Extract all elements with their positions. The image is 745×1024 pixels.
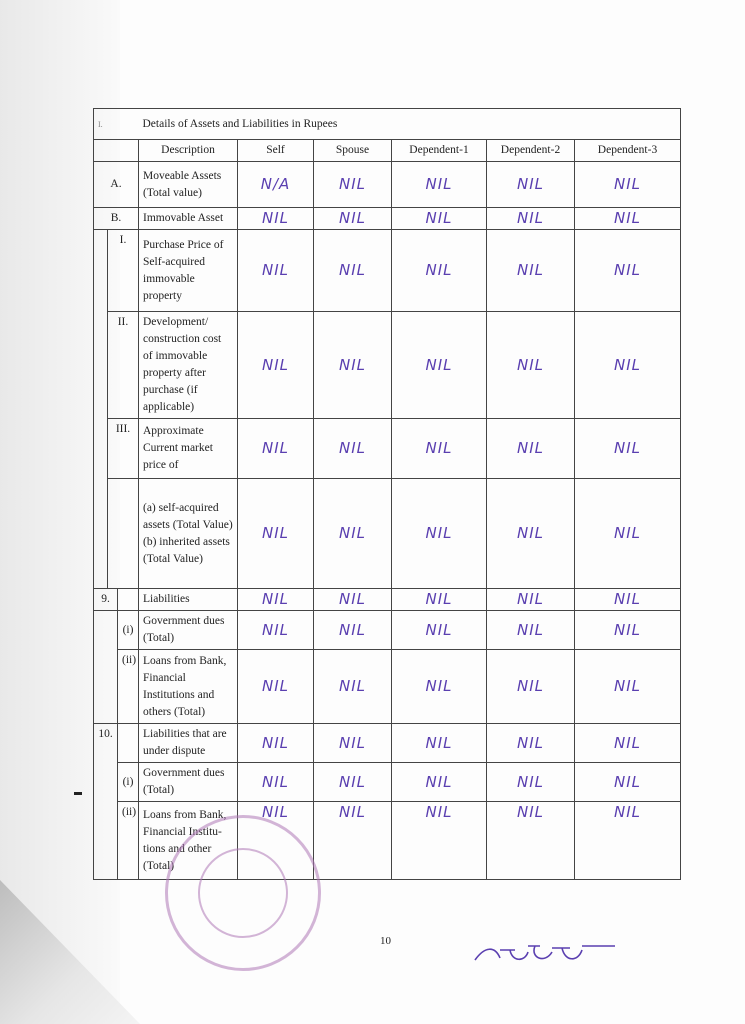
value-dependent-3: NIL	[575, 650, 681, 724]
row-label: Loans from Bank, Financial Institutions and others (Total)	[139, 650, 238, 724]
table-row	[94, 312, 681, 419]
value-dependent-1: NIL	[392, 802, 487, 880]
value-dependent-2: NIL	[487, 312, 575, 419]
table-row	[94, 650, 681, 724]
table-row	[94, 479, 681, 589]
value-dependent-1: NIL	[392, 230, 487, 312]
value-spouse: NIL	[314, 724, 392, 763]
col-dependent-2: Dependent-2	[487, 140, 575, 162]
signature-icon	[470, 938, 620, 968]
value-dependent-1: NIL	[392, 724, 487, 763]
value-dependent-2: NIL	[487, 230, 575, 312]
col-description: Description	[139, 140, 238, 162]
value-dependent-3: NIL	[575, 419, 681, 479]
value-self: N/A	[238, 162, 314, 208]
value-dependent-1: NIL	[392, 589, 487, 611]
value-dependent-2: NIL	[487, 802, 575, 880]
value-spouse: NIL	[314, 208, 392, 230]
value-dependent-2: NIL	[487, 419, 575, 479]
value-spouse: NIL	[314, 589, 392, 611]
col-spouse: Spouse	[314, 140, 392, 162]
value-spouse: NIL	[314, 162, 392, 208]
value-spouse: NIL	[314, 230, 392, 312]
value-dependent-1: NIL	[392, 763, 487, 802]
row-number: 10.	[94, 724, 118, 763]
section-number: I.	[94, 109, 139, 140]
value-spouse: NIL	[314, 312, 392, 419]
value-dependent-1: NIL	[392, 611, 487, 650]
value-self: NIL	[238, 589, 314, 611]
value-self: NIL	[238, 802, 314, 880]
value-self: NIL	[238, 230, 314, 312]
header-row	[94, 140, 681, 162]
row-number: (i)	[118, 611, 139, 650]
page-number: 10	[380, 935, 391, 947]
value-dependent-3: NIL	[575, 162, 681, 208]
value-dependent-2: NIL	[487, 611, 575, 650]
section-title: Details of Assets and Liabilities in Rupees	[139, 109, 681, 140]
value-dependent-2: NIL	[487, 479, 575, 589]
table-row	[94, 208, 681, 230]
row-label: Immovable Asset	[139, 208, 238, 230]
row-label: Government dues (Total)	[139, 763, 238, 802]
value-dependent-3: NIL	[575, 763, 681, 802]
stamp-inner-ring	[198, 848, 288, 938]
row-number: II.	[108, 312, 139, 419]
value-self: NIL	[238, 208, 314, 230]
row-label: Government dues (Total)	[139, 611, 238, 650]
row-label: Development/ construction cost of immovable property after purchase (if applicable)	[139, 312, 238, 419]
value-dependent-1: NIL	[392, 650, 487, 724]
value-spouse: NIL	[314, 479, 392, 589]
value-spouse: NIL	[314, 802, 392, 880]
value-self: NIL	[238, 312, 314, 419]
value-dependent-3: NIL	[575, 724, 681, 763]
table-row	[94, 763, 681, 802]
value-dependent-2: NIL	[487, 208, 575, 230]
row-number: A.	[94, 162, 139, 208]
table-row	[94, 611, 681, 650]
value-dependent-3: NIL	[575, 230, 681, 312]
value-spouse: NIL	[314, 650, 392, 724]
col-self: Self	[238, 140, 314, 162]
row-number: (ii)	[118, 650, 139, 724]
value-dependent-1: NIL	[392, 312, 487, 419]
row-label: Purchase Price of Self-acquired immovable property	[139, 230, 238, 312]
value-dependent-3: NIL	[575, 611, 681, 650]
value-dependent-2: NIL	[487, 724, 575, 763]
table-row	[94, 230, 681, 312]
row-number: III.	[108, 419, 139, 479]
table-row	[94, 162, 681, 208]
value-spouse: NIL	[314, 763, 392, 802]
row-label: Liabilities that are under dispute	[139, 724, 238, 763]
row-number: B.	[94, 208, 139, 230]
row-label: Loans from Bank, Financial Institu- tions and other (Total)	[139, 802, 238, 880]
table-row	[94, 589, 681, 611]
value-dependent-3: NIL	[575, 802, 681, 880]
value-dependent-3: NIL	[575, 208, 681, 230]
row-label: Approximate Current market price of	[139, 419, 238, 479]
value-self: NIL	[238, 611, 314, 650]
table-row	[94, 724, 681, 763]
table-title-row	[94, 109, 681, 140]
value-dependent-3: NIL	[575, 589, 681, 611]
value-self: NIL	[238, 650, 314, 724]
value-dependent-3: NIL	[575, 312, 681, 419]
value-dependent-2: NIL	[487, 763, 575, 802]
value-spouse: NIL	[314, 419, 392, 479]
value-dependent-3: NIL	[575, 479, 681, 589]
notary-stamp	[165, 815, 321, 971]
table-row	[94, 419, 681, 479]
value-dependent-2: NIL	[487, 589, 575, 611]
value-dependent-2: NIL	[487, 162, 575, 208]
value-self: NIL	[238, 724, 314, 763]
row-number: (i)	[118, 763, 139, 802]
value-dependent-1: NIL	[392, 208, 487, 230]
ink-mark	[74, 792, 82, 795]
row-number: (ii)	[118, 802, 139, 880]
row-label: (a) self-acquired assets (Total Value) (b) inherited assets (Total Value)	[139, 479, 238, 589]
col-dependent-3: Dependent-3	[575, 140, 681, 162]
value-dependent-1: NIL	[392, 162, 487, 208]
value-dependent-1: NIL	[392, 419, 487, 479]
assets-liabilities-table	[93, 108, 681, 880]
row-label: Moveable Assets (Total value)	[139, 162, 238, 208]
row-number: I.	[108, 230, 139, 312]
row-number: 9.	[94, 589, 118, 611]
value-self: NIL	[238, 419, 314, 479]
value-dependent-1: NIL	[392, 479, 487, 589]
value-spouse: NIL	[314, 611, 392, 650]
value-dependent-2: NIL	[487, 650, 575, 724]
value-self: NIL	[238, 763, 314, 802]
col-dependent-1: Dependent-1	[392, 140, 487, 162]
value-self: NIL	[238, 479, 314, 589]
row-label: Liabilities	[139, 589, 238, 611]
